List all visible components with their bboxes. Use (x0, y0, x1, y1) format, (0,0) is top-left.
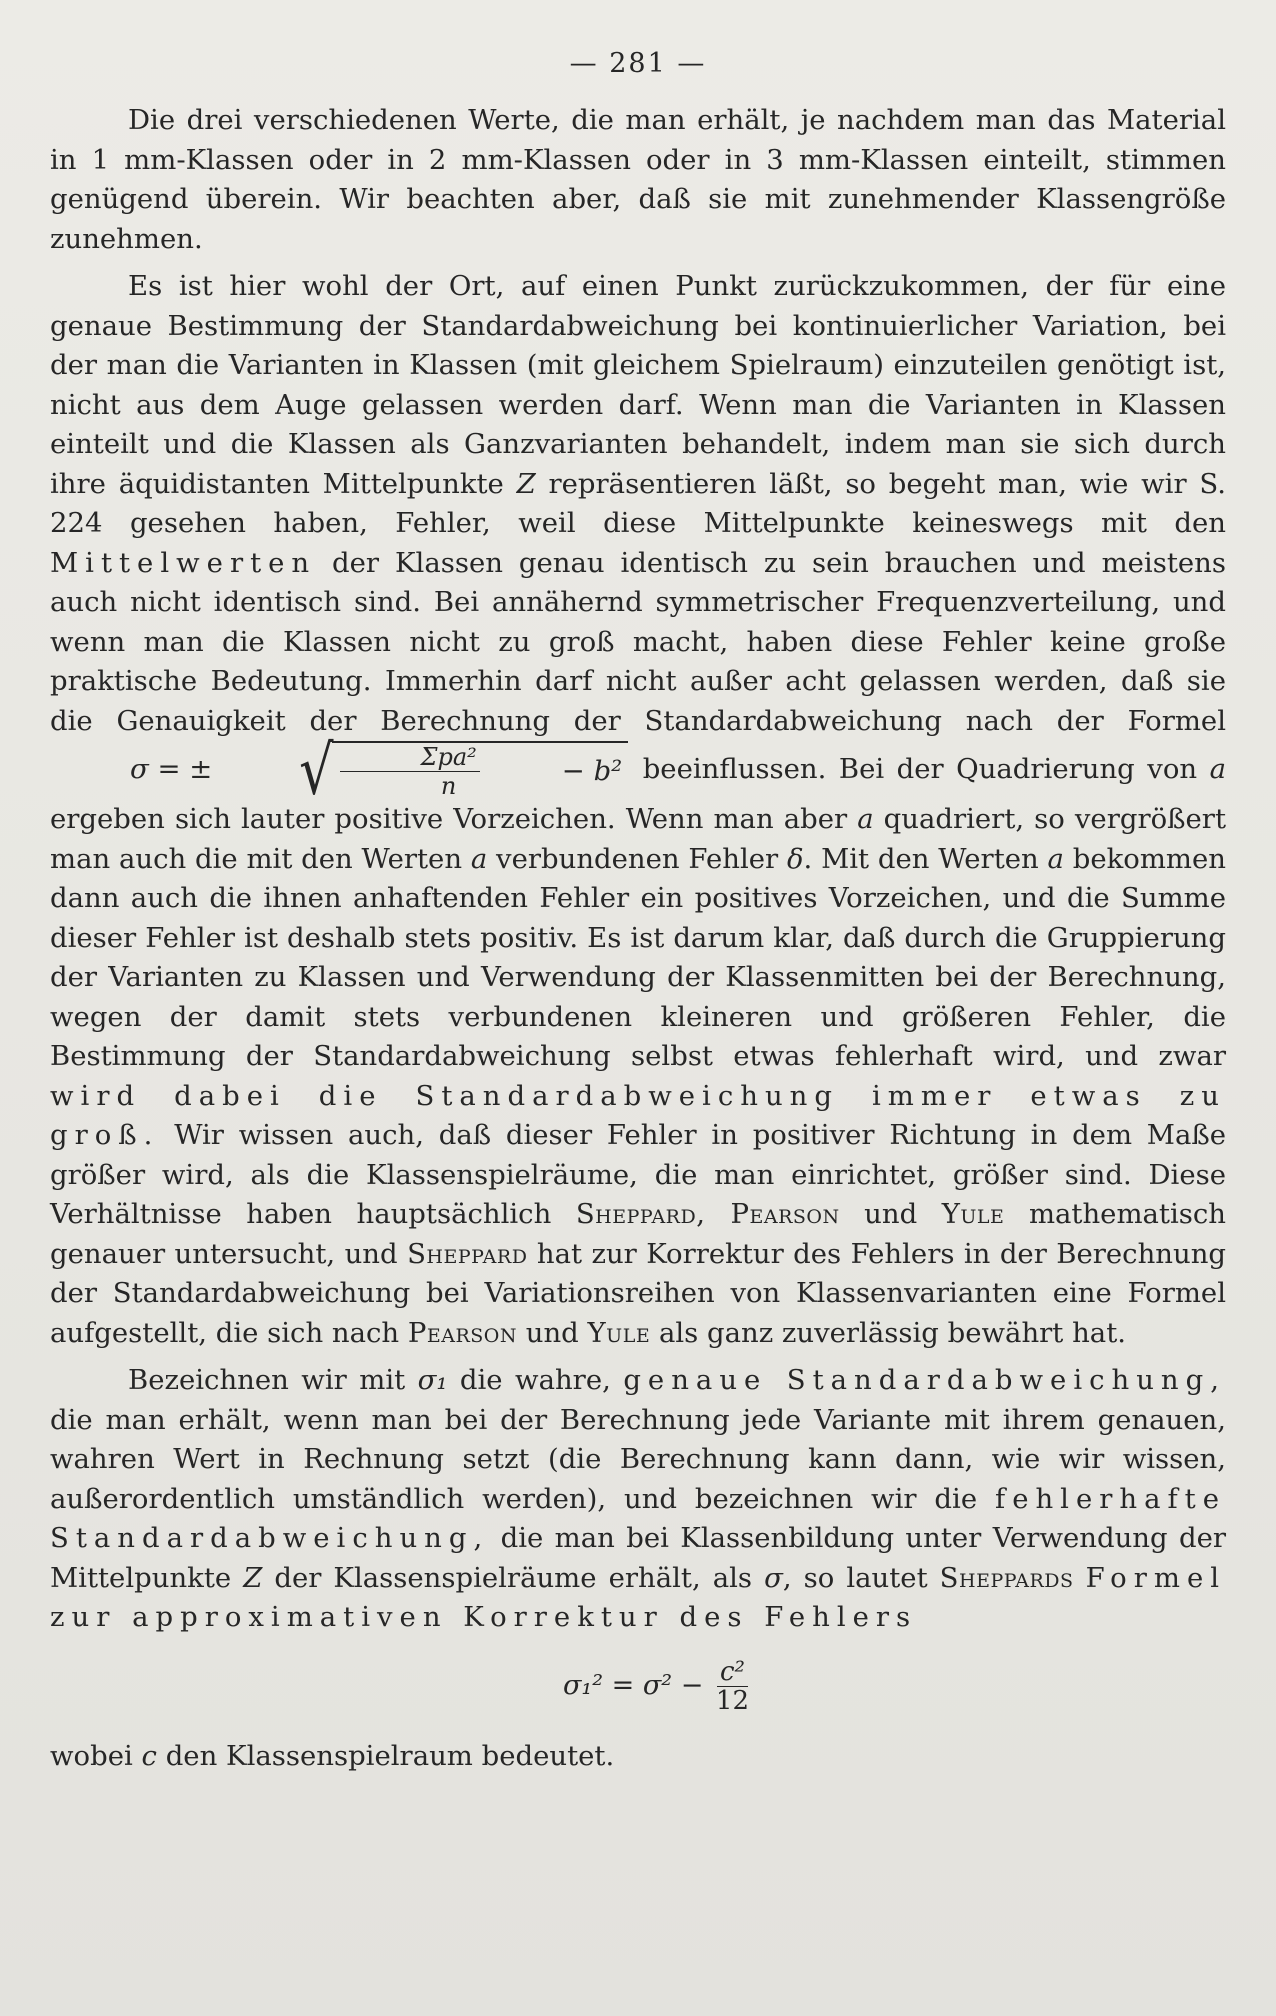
spaced-fehlerhafte: fehlerhafte Standardabweichung, (50, 1482, 1227, 1554)
name-yule: Yule (941, 1198, 1005, 1230)
para2-text-13: hat zur Korrektur des Fehlers in der Berechnung der Standardabweichung bei Variationsreihen von Klassenvarianten eine Formel aufgestellt, die sich nach (50, 1237, 1227, 1349)
para2-text-2: repräsentieren läßt, so begeht man, wie wir S. 224 gesehen haben, Fehler, weil diese Mittelpunkte keineswegs mit den (50, 467, 1226, 539)
formula-lhs: σ₁² = σ² − (562, 1669, 704, 1701)
para2-text-11: und (864, 1198, 918, 1230)
symbol-a: a (1209, 753, 1226, 785)
sqrt-body (332, 741, 629, 800)
symbol-a: a (470, 842, 488, 875)
formula-b-squared: − b² (561, 754, 623, 787)
symbol-z: Z (516, 467, 536, 500)
para2-text-6: quadriert, so vergrößert man auch die mit den Werten (50, 803, 1226, 875)
para2-text-3: der Klassen genau identisch zu sein brauchen und meistens auch nicht identisch sind. Bei annähernd symmetrischer Frequenzverteilung, und wenn man die Klassen nicht zu groß macht, haben diese Fehler keine große praktische Bedeutung. Immerhin darf nicht außer acht gelassen werden, daß sie die Genauigkeit der Berechnung der Standardabweichung nach der Formel (50, 546, 1226, 737)
formula-fraction (340, 743, 480, 800)
name-sheppard: Sheppard (407, 1237, 528, 1270)
para2-text-4: beeinflussen. Bei der Quadrierung von (642, 753, 1198, 785)
spaced-emphasis: wird dabei die Standardabweichung immer etwas zu groß. (50, 1079, 1226, 1151)
name-sheppard-pearson: Sheppard, Pearson (575, 1198, 840, 1230)
symbol-a: a (1047, 842, 1064, 875)
paragraph-1: Die drei verschiedenen Werte, die man erhält, je nachdem man das Material in 1 mm-Klassen oder in 2 mm-Klassen oder in 3 mm-Klassen einteilt, stimmen genügend überein. Wir beachten aber, daß sie mit zunehmender Klassengröße zunehmen. (50, 104, 1226, 255)
para2-text-15: als ganz zuverlässig bewährt hat. (658, 1316, 1126, 1349)
symbol-a: a (857, 803, 874, 835)
symbol-z: Z (243, 1561, 263, 1594)
para2-text-9: bekommen dann auch die ihnen anhaftenden Fehler ein positives Vorzeichen, und die Summe dieser Fehler ist deshalb stets positiv. Es ist darum klar, daß durch die Gruppierung der Varianten zu Klassen und Verwendung der Klassenmitten bei der Berechnung, wegen der damit stets verbundenen kleineren und größeren Fehler, die Bestimmung der Standardabweichung selbst etwas fehlerhaft wird, und zwar (50, 842, 1226, 1072)
para3-text-1: Bezeichnen wir mit (128, 1364, 406, 1396)
paragraph-2 (50, 267, 1226, 1353)
display-formula (50, 1658, 1226, 1715)
para2-text-10: Wir wissen auch, daß dieser Fehler in positiver Richtung in dem Maße größer wird, als die Klassenspielräume, die man einrichtet, größer sind. Diese Verhältnisse haben hauptsächlich (50, 1119, 1226, 1230)
name-yule: Yule (587, 1316, 651, 1349)
para2-text-7: verbundenen Fehler (496, 842, 779, 875)
para2-text-14: und (525, 1316, 579, 1349)
para4-text-1: wobei (50, 1739, 133, 1772)
spaced-mittelwerten: Mittelwerten (50, 546, 317, 579)
para2-text-1: Es ist hier wohl der Ort, auf einen Punkt zurückzukommen, der für eine genaue Bestimmung der Standardabweichung bei kontinuierlicher Variation, bei der man die Varianten in Klassen (mit gleichem Spielraum) einzuteilen genötigt ist, nicht aus dem Auge gelassen werden darf. Wenn man die Varianten in Klassen einteilt und die Klassen als Ganzvarianten behandelt, indem man sie sich durch ihre äquidistanten Mittelpunkte (50, 270, 1226, 500)
para2-text-5: ergeben sich lauter positive Vorzeichen. Wenn man aber (50, 803, 848, 835)
symbol-c: c (141, 1739, 157, 1772)
para3-text-6: , so lautet (782, 1561, 928, 1594)
paragraph-4 (50, 1737, 1226, 1777)
name-sheppards: Sheppards (939, 1561, 1074, 1594)
name-pearson: Pearson (407, 1316, 517, 1349)
para3-text-3: die man erhält, wenn man bei der Berechnung jede Variante mit ihrem genauen, wahren Wert in Rechnung setzt (die Berechnung kann dann, wie wir wissen, außerordentlich umständlich werden), und bezeichnen wir die (50, 1403, 1226, 1515)
para3-text-4: die man bei Klassenbildung unter Verwendung der Mittelpunkte (50, 1522, 1227, 1594)
symbol-delta: δ (786, 842, 804, 875)
para2-text-8: . Mit den Werten (803, 842, 1039, 875)
spaced-genaue: genaue Standardabweichung, (623, 1364, 1226, 1396)
formula-fraction (716, 1658, 749, 1715)
formula-denominator: n (440, 772, 457, 800)
symbol-sigma1: σ₁ (417, 1364, 448, 1396)
formula-sigma-lhs: σ = ± (130, 753, 213, 785)
sqrt-expression (221, 730, 628, 810)
para3-text-5: der Klassenspielräume erhält, als (274, 1561, 753, 1594)
page-number: — 281 — (569, 48, 707, 79)
sqrt-icon: √ (299, 730, 334, 810)
formula-numerator: c² (717, 1658, 748, 1687)
para2-text-12: mathematisch genauer untersucht, und (50, 1198, 1226, 1270)
spaced-formel: Formel zur approximativen Korrektur des Fehlers (50, 1561, 1227, 1633)
para4-text-2: den Klassenspielraum bedeutet. (165, 1739, 615, 1772)
paragraph-3 (50, 1361, 1226, 1638)
para3-text-2: die wahre, (459, 1364, 611, 1396)
inline-formula-sigma (52, 730, 628, 810)
formula-numerator: Σpa² (340, 743, 480, 772)
symbol-sigma: σ (764, 1561, 783, 1594)
formula-denominator: 12 (715, 1685, 749, 1716)
